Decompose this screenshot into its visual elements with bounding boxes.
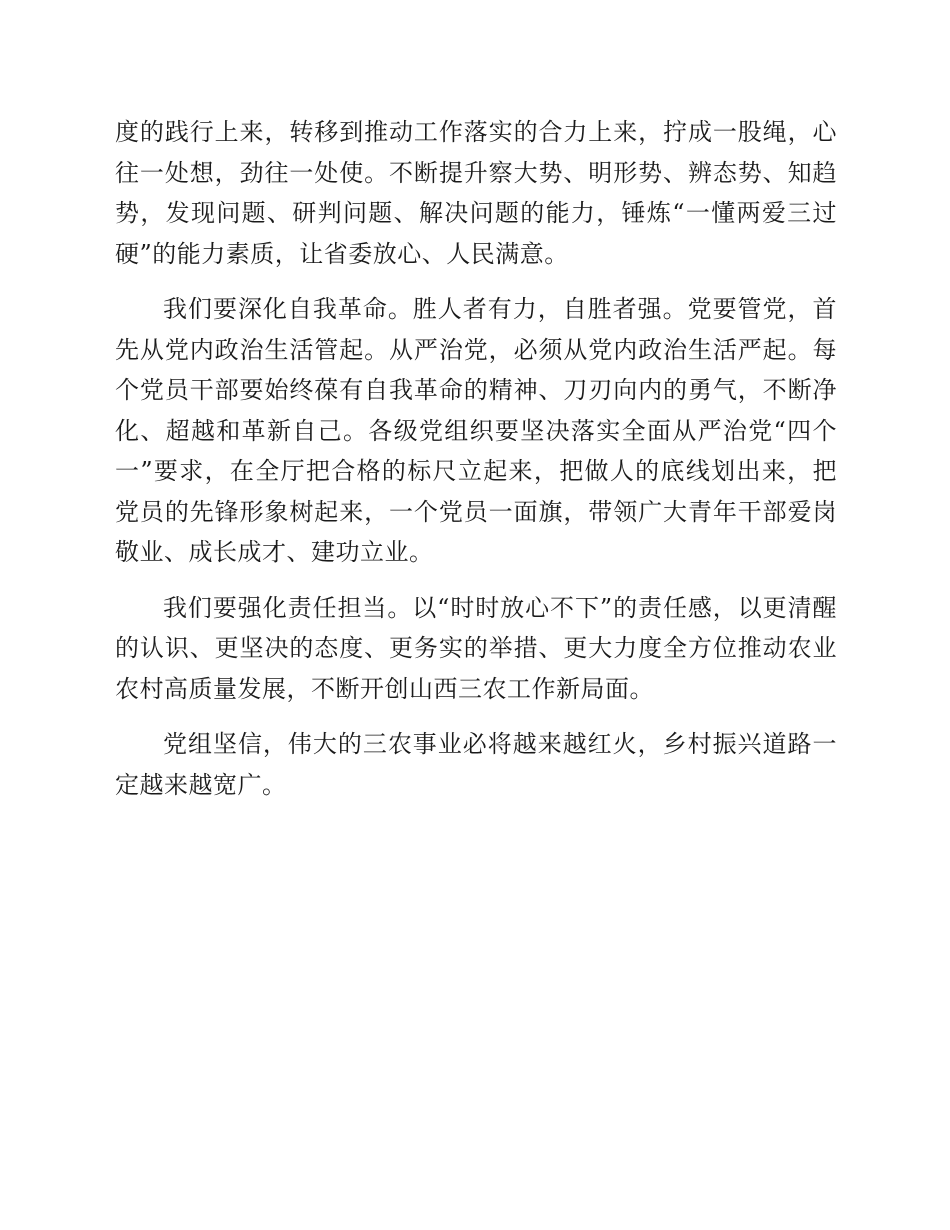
paragraph-conclusion: 党组坚信，伟大的三农事业必将越来越红火，乡村振兴道路一定越来越宽广。 [115,730,837,799]
paragraph-continuation: 度的践行上来，转移到推动工作落实的合力上来，拧成一股绳，心往一处想，劲往一处使。不断提升察大势、明形势、辨态势、知趋势，发现问题、研判问题、解决问题的能力，锤炼“一懂两爱三过硬”的能力素质，让省委放心、人民满意。 [115,118,837,268]
paragraph-responsibility: 我们要强化责任担当。以“时时放心不下”的责任感，以更清醒的认识、更坚决的态度、更务实的举措、更大力度全方位推动农业农村高质量发展，不断开创山西三农工作新局面。 [115,593,837,703]
paragraph-self-revolution: 我们要深化自我革命。胜人者有力，自胜者强。党要管党，首先从党内政治生活管起。从严治党，必须从党内政治生活严起。每个党员干部要始终葆有自我革命的精神、刀刃向内的勇气，不断净化、超越和革新自己。各级党组织要坚决落实全面从严治党“四个一”要求，在全厅把合格的标尺立起来，把做人的底线划出来，把党员的先锋形象树起来，一个党员一面旗，带领广大青年干部爱岗敬业、成长成才、建功立业。 [115,295,837,566]
document-body [115,112,837,820]
